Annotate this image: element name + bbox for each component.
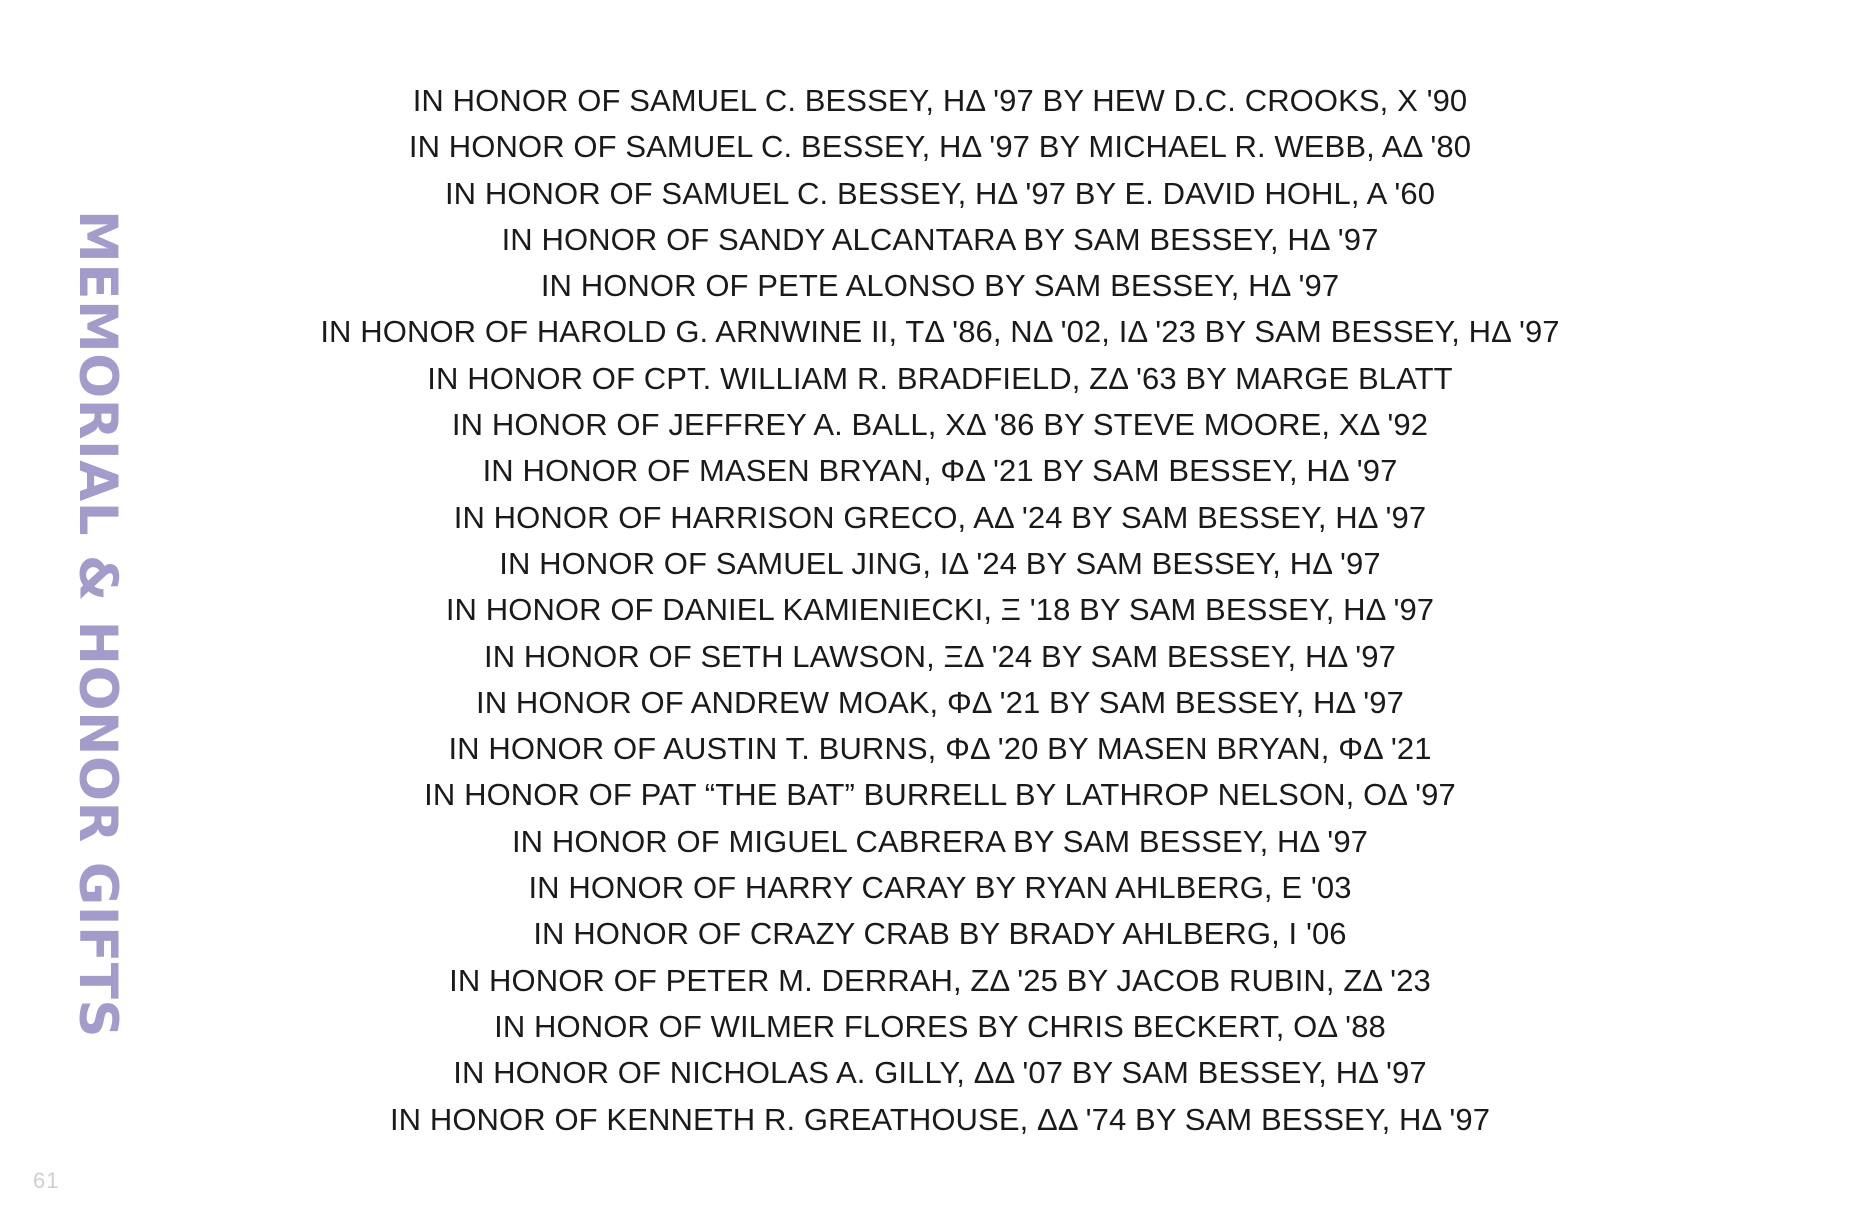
honor-entry: IN HONOR OF HARRY CARAY BY RYAN AHLBERG, E '03 <box>528 870 1352 906</box>
honor-entry: IN HONOR OF SAMUEL C. BESSEY, HΔ '97 BY HEW D.C. CROOKS, X '90 <box>412 83 1468 118</box>
page-number: 61 <box>33 1168 60 1193</box>
honor-entry: IN HONOR OF JEFFREY A. BALL, XΔ '86 BY STEVE MOORE, XΔ '92 <box>451 407 1429 443</box>
honor-entry: IN HONOR OF MIGUEL CABRERA BY SAM BESSEY, HΔ '97 <box>511 823 1369 859</box>
honor-entry: IN HONOR OF SAMUEL C. BESSEY, HΔ '97 BY E. DAVID HOHL, A '60 <box>444 175 1436 211</box>
honor-entry: IN HONOR OF PAT “THE BAT” BURRELL BY LATHROP NELSON, OΔ '97 <box>424 777 1456 813</box>
honor-entry: IN HONOR OF SAMUEL JING, IΔ '24 BY SAM BESSEY, HΔ '97 <box>499 545 1381 581</box>
honor-entry: IN HONOR OF ANDREW MOAK, ΦΔ '21 BY SAM BESSEY, HΔ '97 <box>475 684 1404 720</box>
honor-entry: IN HONOR OF PETE ALONSO BY SAM BESSEY, HΔ '97 <box>540 268 1340 304</box>
honor-entry: IN HONOR OF CPT. WILLIAM R. BRADFIELD, ZΔ '63 BY MARGE BLATT <box>427 360 1453 396</box>
honor-entry: IN HONOR OF PETER M. DERRAH, ZΔ '25 BY JACOB RUBIN, ZΔ '23 <box>449 962 1431 998</box>
honor-entry: IN HONOR OF MASEN BRYAN, ΦΔ '21 BY SAM BESSEY, HΔ '97 <box>482 453 1398 489</box>
honor-entry: IN HONOR OF SANDY ALCANTARA BY SAM BESSEY, HΔ '97 <box>501 221 1379 257</box>
honor-entry: IN HONOR OF AUSTIN T. BURNS, ΦΔ '20 BY MASEN BRYAN, ΦΔ '21 <box>448 731 1432 767</box>
honor-entry: IN HONOR OF WILMER FLORES BY CHRIS BECKERT, OΔ '88 <box>494 1008 1386 1044</box>
honor-entry: IN HONOR OF SETH LAWSON, ΞΔ '24 BY SAM BESSEY, HΔ '97 <box>484 638 1396 674</box>
honor-entry: IN HONOR OF HAROLD G. ARNWINE II, TΔ '86, NΔ '02, IΔ '23 BY SAM BESSEY, HΔ '97 <box>320 314 1560 350</box>
honor-entry: IN HONOR OF CRAZY CRAB BY BRADY AHLBERG, I '06 <box>533 916 1347 952</box>
honor-gift-list <box>230 78 1650 1143</box>
honor-entry: IN HONOR OF KENNETH R. GREATHOUSE, ΔΔ '74 BY SAM BESSEY, HΔ '97 <box>389 1101 1491 1137</box>
section-title: MEMORIAL & HONOR GIFTS <box>67 210 128 1039</box>
honor-entry: IN HONOR OF HARRISON GRECO, AΔ '24 BY SAM BESSEY, HΔ '97 <box>453 499 1427 535</box>
honor-entry: IN HONOR OF NICHOLAS A. GILLY, ΔΔ '07 BY SAM BESSEY, HΔ '97 <box>453 1055 1427 1091</box>
honor-entry: IN HONOR OF SAMUEL C. BESSEY, HΔ '97 BY MICHAEL R. WEBB, AΔ '80 <box>408 129 1472 165</box>
honor-entry: IN HONOR OF DANIEL KAMIENIECKI, Ξ '18 BY SAM BESSEY, HΔ '97 <box>445 592 1435 628</box>
